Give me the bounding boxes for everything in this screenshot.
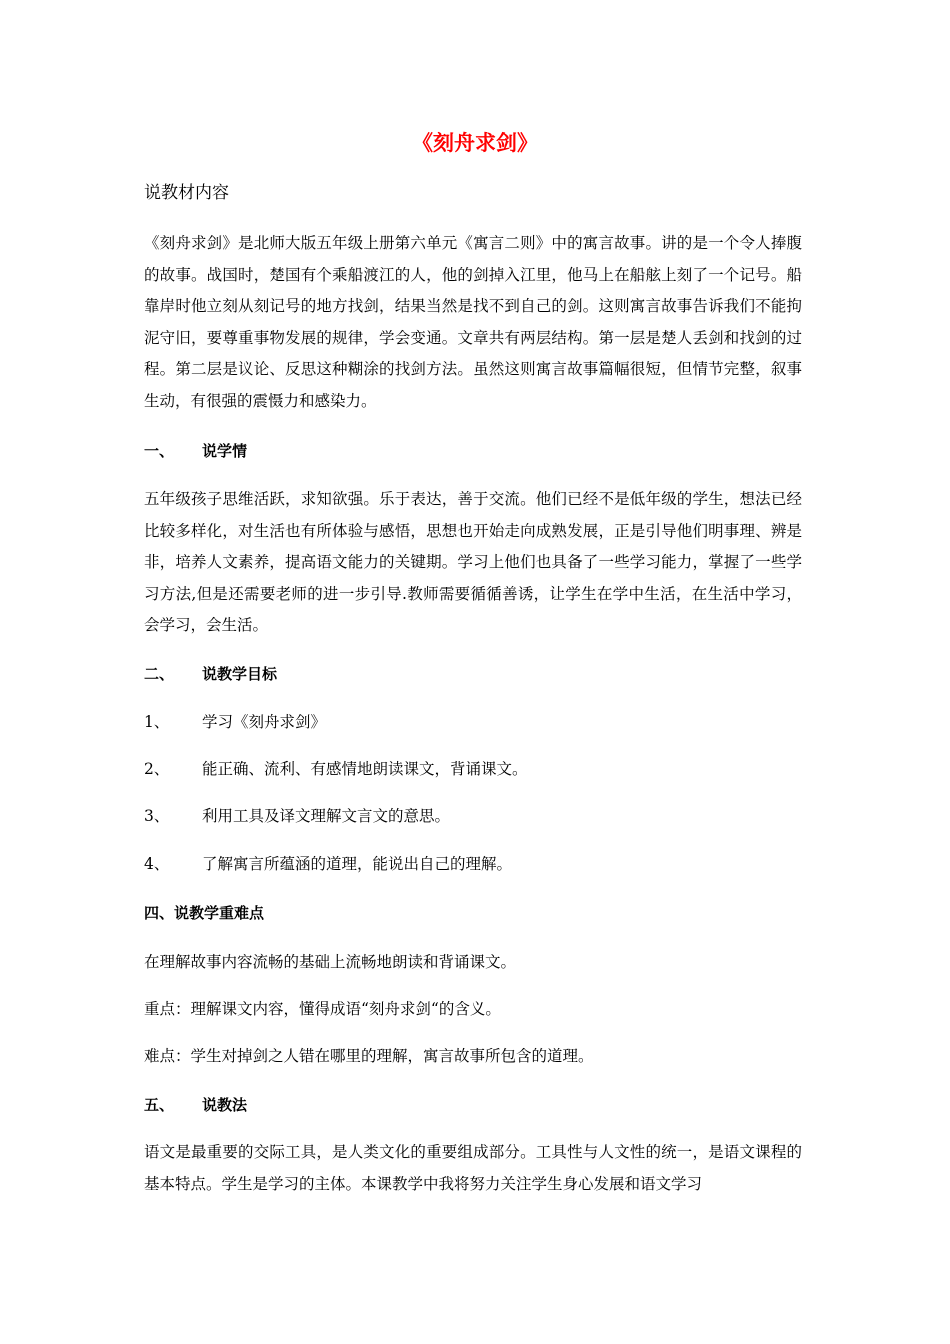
paragraph-material: 《刻舟求剑》是北师大版五年级上册第六单元《寓言二则》中的寓言故事。讲的是一个令人捧腹的故事。战国时，楚国有个乘船渡江的人，他的剑掉入江里，他马上在船舷上刻了一个记号。船靠岸时他立刻从刻记号的地方找剑，结果当然是找不到自己的剑。这则寓言故事告诉我们不能拘泥守旧，要尊重事物发展的规律，学会变通。文章共有两层结构。第一层是楚人丢剑和找剑的过程。第二层是议论、反思这种糊涂的找剑方法。虽然这则寓言故事篇幅很短，但情节完整，叙事生动，有很强的震慑力和感染力。 [144,234,802,410]
section-heading-goals [144,663,277,685]
section-title: 说学情 [202,442,248,460]
section-heading-students [144,440,247,462]
goal-number: 4、 [144,855,170,873]
goal-item [144,853,512,875]
section-title: 说教法 [202,1096,248,1114]
keypoints-focus-line: 重点：理解课文内容，懂得成语“刻舟求剑“的含义。 [144,1000,501,1018]
section-heading-keypoints: 四、说教学重难点 [144,904,265,922]
goal-text: 了解寓言所蕴涵的道理，能说出自己的理解。 [202,855,513,873]
goal-text: 利用工具及译文理解文言文的意思。 [202,807,451,825]
keypoints-line: 在理解故事内容流畅的基础上流畅地朗读和背诵课文。 [144,953,517,971]
paragraph-methods: 语文是最重要的交际工具，是人类文化的重要组成部分。工具性与人文性的统一，是语文课程的基本特点。学生是学习的主体。本课教学中我将努力关注学生身心发展和语文学习 [144,1143,802,1193]
section-number: 一、 [144,442,175,460]
goal-number: 3、 [144,807,170,825]
goal-number: 2、 [144,760,170,778]
keypoints-difficulty-line: 难点：学生对掉剑之人错在哪里的理解，寓言故事所包含的道理。 [144,1047,594,1065]
goal-text: 学习《刻舟求剑》 [202,713,327,731]
goal-item [144,805,450,827]
section-heading-material: 说教材内容 [144,183,229,203]
section-number: 二、 [144,665,175,683]
goal-item [144,711,326,733]
goal-item [144,758,528,780]
section-title: 说教学目标 [202,665,278,683]
document-title: 《刻舟求剑》 [412,131,538,155]
section-heading-methods [144,1094,247,1116]
goal-text: 能正确、流利、有感情地朗读课文，背诵课文。 [202,760,528,778]
goal-number: 1、 [144,713,170,731]
section-number: 五、 [144,1096,175,1114]
paragraph-students: 五年级孩子思维活跃，求知欲强。乐于表达，善于交流。他们已经不是低年级的学生，想法已经比较多样化，对生活也有所体验与感悟，思想也开始走向成熟发展，正是引导他们明事理、辨是非，培养人文素养，提高语文能力的关键期。学习上他们也具备了一些学习能力，掌握了一些学习方法,但是还需要老师的进一步引导.教师需要循循善诱，让学生在学中生活，在生活中学习，会学习，会生活。 [144,490,802,634]
